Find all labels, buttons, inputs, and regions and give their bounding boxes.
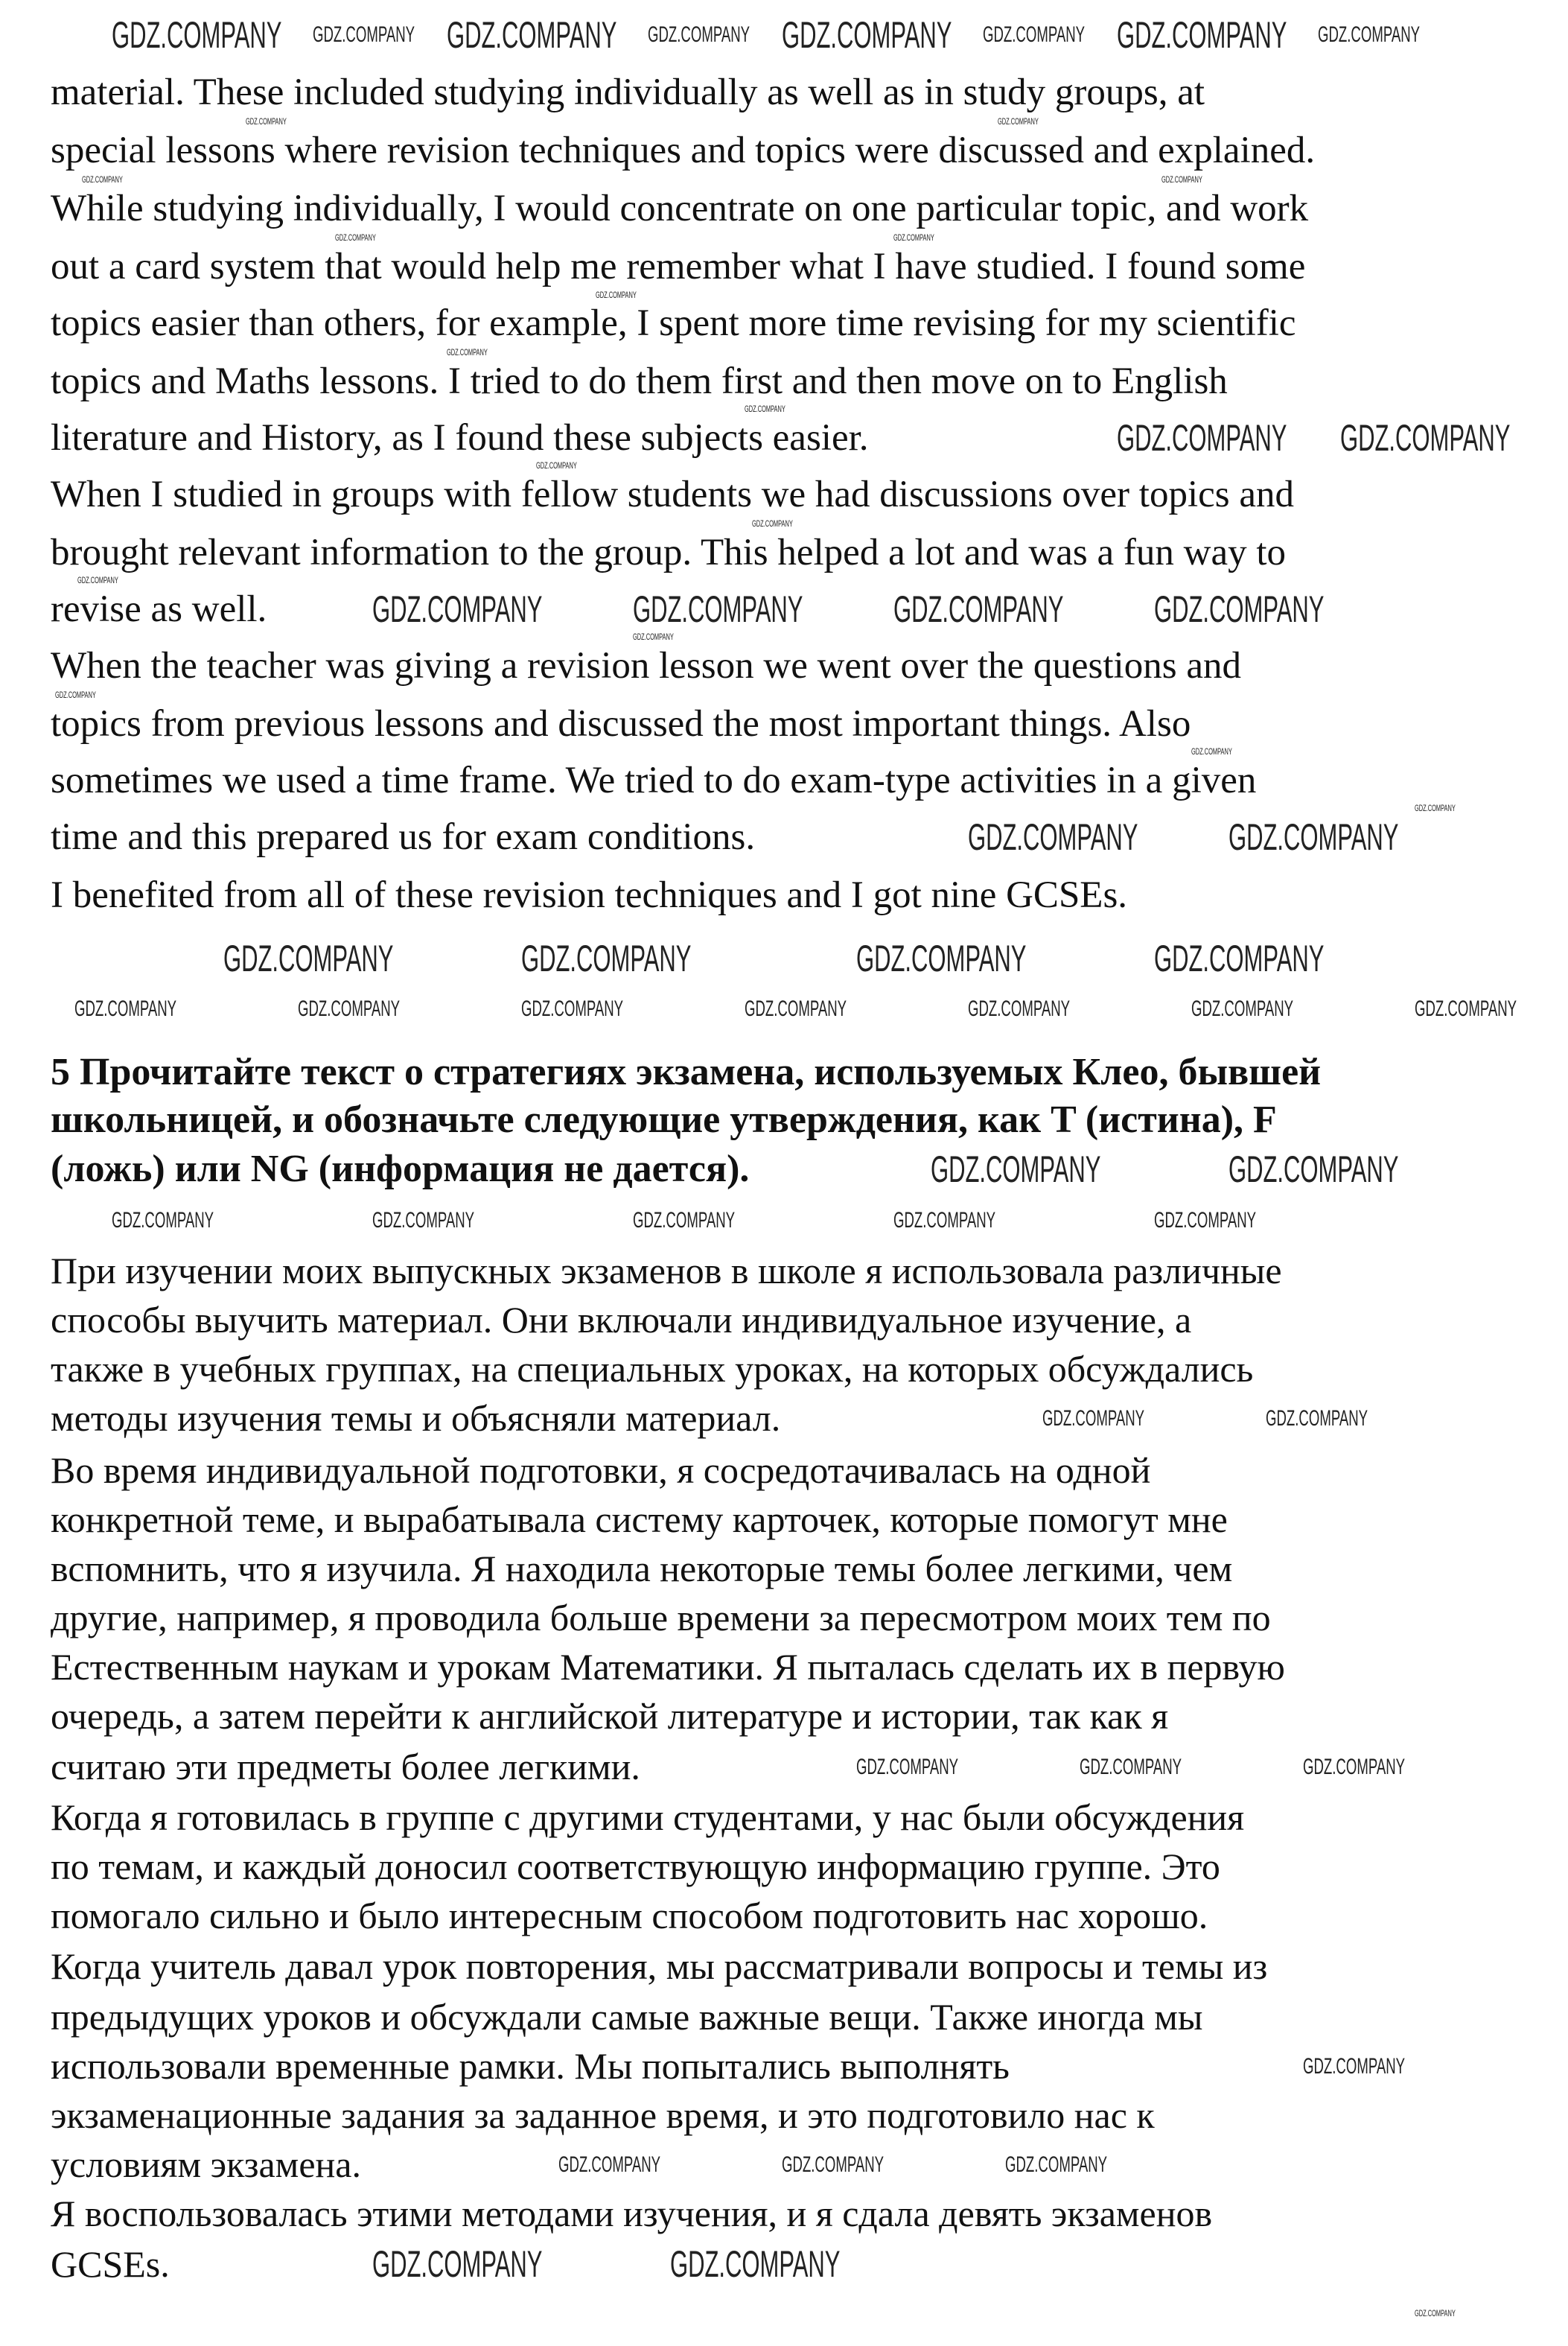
watermark: GDZ.COMPANY <box>1191 996 1294 1021</box>
watermark: GDZ.COMPANY <box>1154 1208 1257 1233</box>
watermark: GDZ.COMPANY <box>1117 14 1287 56</box>
text-line: конкретной теме, и вырабатывала систему карточек, которые помогут мне <box>51 1498 1228 1540</box>
watermark: GDZ.COMPANY <box>1303 2054 1406 2079</box>
text-line: экзаменационные задания за заданное время, и это подготовило нас к <box>51 2094 1155 2136</box>
watermark: GDZ.COMPANY <box>372 2243 543 2285</box>
watermark: GDZ.COMPANY <box>536 460 577 471</box>
watermark: GDZ.COMPANY <box>670 2243 841 2285</box>
text-line: material. These included studying individually as well as in study groups, at <box>51 71 1205 113</box>
watermark: GDZ.COMPANY <box>223 938 394 979</box>
text-line: Во время индивидуальной подготовки, я сосредотачивалась на одной <box>51 1449 1151 1491</box>
watermark: GDZ.COMPANY <box>1080 1755 1182 1779</box>
text-line: также в учебных группах, на специальных уроках, на которых обсуждались <box>51 1348 1254 1390</box>
text-line: Я воспользовалась этими методами изучения, и я сдала девять экзаменов <box>51 2193 1213 2234</box>
watermark: GDZ.COMPANY <box>1005 2152 1108 2177</box>
watermark: GDZ.COMPANY <box>521 996 624 1021</box>
watermark: GDZ.COMPANY <box>1228 816 1399 858</box>
watermark: GDZ.COMPANY <box>745 404 785 414</box>
watermark: GDZ.COMPANY <box>55 690 96 700</box>
watermark: GDZ.COMPANY <box>596 290 637 300</box>
watermark: GDZ.COMPANY <box>931 1148 1101 1190</box>
watermark: GDZ.COMPANY <box>983 22 1086 47</box>
watermark: GDZ.COMPANY <box>1228 1148 1399 1190</box>
text-line: другие, например, я проводила больше времени за пересмотром моих тем по <box>51 1597 1271 1638</box>
text-line: методы изучения темы и объясняли материал. <box>51 1397 781 1439</box>
heading-line: (ложь) или NG (информация не дается). <box>51 1148 750 1190</box>
watermark: GDZ.COMPANY <box>558 2152 661 2177</box>
watermark: GDZ.COMPANY <box>82 174 123 185</box>
watermark: GDZ.COMPANY <box>1117 417 1287 459</box>
watermark: GDZ.COMPANY <box>745 996 847 1021</box>
watermark: GDZ.COMPANY <box>633 588 803 630</box>
watermark: GDZ.COMPANY <box>1415 996 1517 1021</box>
text-line: sometimes we used a time frame. We tried to do exam-type activities in a given <box>51 760 1257 801</box>
watermark: GDZ.COMPANY <box>1266 1406 1368 1431</box>
text-line: literature and History, as I found these subjects easier. <box>51 417 869 459</box>
heading-line: школьницей, и обозначьте следующие утверждения, как T (истина), F <box>51 1099 1277 1141</box>
text-line: While studying individually, I would concentrate on one particular topic, and work <box>51 188 1309 229</box>
watermark: GDZ.COMPANY <box>893 1208 996 1233</box>
watermark: GDZ.COMPANY <box>313 22 415 47</box>
text-line: time and this prepared us for exam conditions. <box>51 816 756 858</box>
watermark: GDZ.COMPANY <box>1042 1406 1145 1431</box>
text-line: topics from previous lessons and discussed the most important things. Also <box>51 703 1191 745</box>
watermark: GDZ.COMPANY <box>856 938 1027 979</box>
watermark: GDZ.COMPANY <box>335 232 376 243</box>
watermark: GDZ.COMPANY <box>633 1208 736 1233</box>
watermark: GDZ.COMPANY <box>1415 2308 1456 2318</box>
text-line: условиям экзамена. <box>51 2143 361 2185</box>
watermark: GDZ.COMPANY <box>782 14 952 56</box>
text-line: предыдущих уроков и обсуждали самые важные вещи. Также иногда мы <box>51 1996 1203 2038</box>
watermark: GDZ.COMPANY <box>648 22 750 47</box>
text-line: помогало сильно и было интересным способом подготовить нас хорошо. <box>51 1895 1208 1936</box>
text-line: topics easier than others, for example, I spent more time revising for my scientific <box>51 302 1296 344</box>
text-line: использовали временные рамки. Мы попытались выполнять <box>51 2045 1010 2087</box>
text-line: out a card system that would help me remember what I have studied. I found some <box>51 246 1306 287</box>
text-line: Когда я готовилась в группе с другими студентами, у нас были обсуждения <box>51 1796 1245 1838</box>
watermark: GDZ.COMPANY <box>856 1755 959 1779</box>
watermark: GDZ.COMPANY <box>893 588 1064 630</box>
watermark: GDZ.COMPANY <box>968 816 1138 858</box>
watermark: GDZ.COMPANY <box>447 14 617 56</box>
watermark: GDZ.COMPANY <box>1415 803 1456 813</box>
watermark: GDZ.COMPANY <box>77 575 118 585</box>
watermark: GDZ.COMPANY <box>112 14 282 56</box>
text-line: brought relevant information to the group. This helped a lot and was a fun way to <box>51 532 1286 573</box>
watermark: GDZ.COMPANY <box>447 347 488 357</box>
watermark: GDZ.COMPANY <box>968 996 1071 1021</box>
watermark: GDZ.COMPANY <box>1318 22 1421 47</box>
text-line: special lessons where revision techniques and topics were discussed and explained. <box>51 130 1316 171</box>
watermark: GDZ.COMPANY <box>752 518 793 529</box>
watermark: GDZ.COMPANY <box>782 2152 885 2177</box>
text-line: When I studied in groups with fellow students we had discussions over topics and <box>51 474 1295 515</box>
watermark: GDZ.COMPANY <box>521 938 692 979</box>
text-line: очередь, а затем перейти к английской литературе и истории, так как я <box>51 1695 1169 1737</box>
text-line: I benefited from all of these revision techniques and I got nine GCSEs. <box>51 874 1128 916</box>
text-line: При изучении моих выпускных экзаменов в школе я использовала различные <box>51 1250 1282 1291</box>
text-line: Когда учитель давал урок повторения, мы рассматривали вопросы и темы из <box>51 1945 1268 1987</box>
watermark: GDZ.COMPANY <box>372 1208 475 1233</box>
watermark: GDZ.COMPANY <box>1154 588 1325 630</box>
text-line: topics and Maths lessons. I tried to do them first and then move on to English <box>51 360 1228 402</box>
watermark: GDZ.COMPANY <box>893 232 934 243</box>
text-line: revise as well. <box>51 588 267 630</box>
watermark: GDZ.COMPANY <box>298 996 401 1021</box>
watermark: GDZ.COMPANY <box>246 116 287 127</box>
text-line: When the teacher was giving a revision lesson we went over the questions and <box>51 645 1241 687</box>
watermark: GDZ.COMPANY <box>1340 417 1511 459</box>
watermark: GDZ.COMPANY <box>633 632 674 642</box>
heading-line: 5 Прочитайте текст о стратегиях экзамена, используемых Клео, бывшей <box>51 1051 1322 1093</box>
watermark: GDZ.COMPANY <box>74 996 177 1021</box>
text-line: Естественным наукам и урокам Математики. Я пыталась сделать их в первую <box>51 1646 1285 1688</box>
text-line: GCSEs. <box>51 2243 170 2285</box>
watermark: GDZ.COMPANY <box>998 116 1039 127</box>
text-line: считаю эти предметы более легкими. <box>51 1746 640 1787</box>
watermark: GDZ.COMPANY <box>1303 1755 1406 1779</box>
text-line: по темам, и каждый доносил соответствующую информацию группе. Это <box>51 1846 1220 1887</box>
watermark: GDZ.COMPANY <box>112 1208 214 1233</box>
text-line: вспомнить, что я изучила. Я находила некоторые темы более легкими, чем <box>51 1548 1233 1589</box>
text-line: способы выучить материал. Они включали индивидуальное изучение, а <box>51 1299 1192 1341</box>
watermark: GDZ.COMPANY <box>1161 174 1202 185</box>
watermark: GDZ.COMPANY <box>1154 938 1325 979</box>
watermark: GDZ.COMPANY <box>372 588 543 630</box>
watermark: GDZ.COMPANY <box>1191 746 1232 757</box>
